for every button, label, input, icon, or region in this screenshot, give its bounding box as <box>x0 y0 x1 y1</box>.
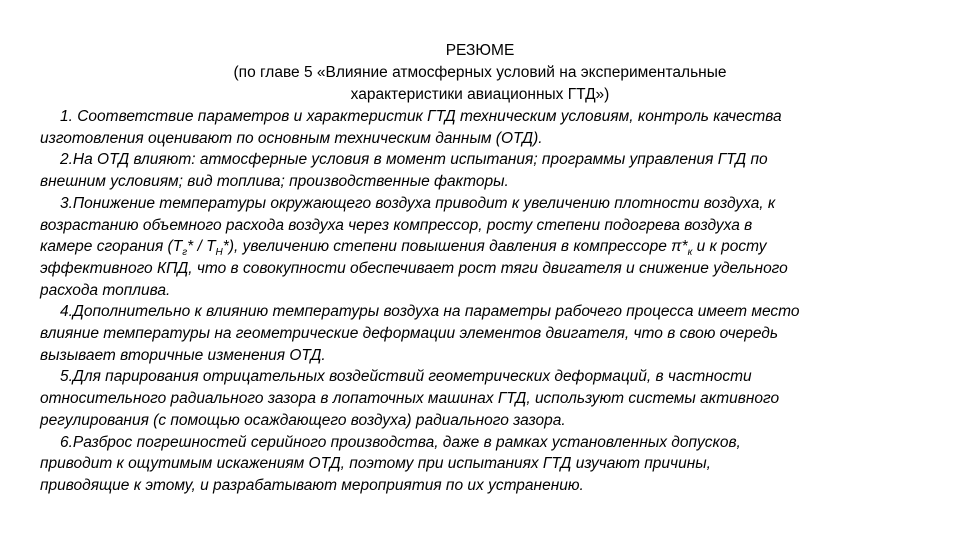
summary-subtitle-line-1: (по главе 5 «Влияние атмосферных условий на экспериментальные <box>233 64 727 81</box>
summary-body <box>40 106 920 497</box>
summary-item-2 <box>40 149 920 192</box>
item-4-line-3: вызывает вторичные изменения ОТД. <box>40 346 326 364</box>
item-5-line-1: 5.Для парирования отрицательных воздействий геометрических деформаций, в частности <box>60 368 752 386</box>
subscript-g: г <box>182 247 188 259</box>
item-6-line-1: 6.Разброс погрешностей серийного производства, даже в рамках установленных допусков, <box>60 433 741 451</box>
item-3-line-1: 3.Понижение температуры окружающего воздуха приводит к увеличению плотности воздуха, к <box>60 194 776 212</box>
summary-title: РЕЗЮМЕ <box>445 42 515 59</box>
item-1-line-2: изготовления оценивают по основным техническим данным (ОТД). <box>40 129 543 147</box>
item-3-line-4: эффективного КПД, что в совокупности обеспечивает рост тяги двигателя и снижение удельного <box>40 259 788 277</box>
item-6-line-3: приводящие к этому, и разрабатывают мероприятия по их устранению. <box>40 476 584 494</box>
item-3-line-5: расхода топлива. <box>40 281 171 299</box>
item-5-line-2: относительного радиального зазора в лопаточных машинах ГТД, используют системы активного <box>40 390 780 408</box>
item-3-line-2: возрастанию объемного расхода воздуха через компрессор, росту степени подогрева воздуха в <box>40 216 753 234</box>
subscript-k: к <box>687 247 693 259</box>
item-3-formula-line: камере сгорания $(T_г* / T_Н*)$, увеличению степени повышения давления в компрессоре $\pi*_к$ и к росту <box>40 238 767 259</box>
item-2-line-2: внешним условиям; вид топлива; производственные факторы. <box>40 173 509 191</box>
item-4-line-1: 4.Дополнительно к влиянию температуры воздуха на параметры рабочего процесса имеет место <box>60 303 800 321</box>
subscript-n: Н <box>215 247 223 259</box>
summary-item-1 <box>40 106 920 149</box>
summary-item-5 <box>40 366 920 431</box>
summary-subtitle-line-2: характеристики авиационных ГТД») <box>350 86 610 103</box>
item-2-line-1: 2.На ОТД влияют: атмосферные условия в момент испытания; программы управления ГТД по <box>60 151 768 169</box>
summary-header <box>0 40 960 106</box>
item-4-line-2: влияние температуры на геометрические деформации элементов двигателя, что в свою очередь <box>40 325 779 343</box>
item-6-line-2: приводит к ощутимым искажениям ОТД, поэтому при испытаниях ГТД изучают причины, <box>40 455 711 473</box>
summary-item-6 <box>40 432 920 497</box>
summary-item-4 <box>40 301 920 366</box>
item-1-line-1: 1. Соответствие параметров и характеристик ГТД техническим условиям, контроль качества <box>60 108 782 125</box>
summary-item-3 <box>40 193 920 302</box>
item-5-line-3: регулирования (с помощью осаждающего воздуха) радиального зазора. <box>40 411 566 429</box>
